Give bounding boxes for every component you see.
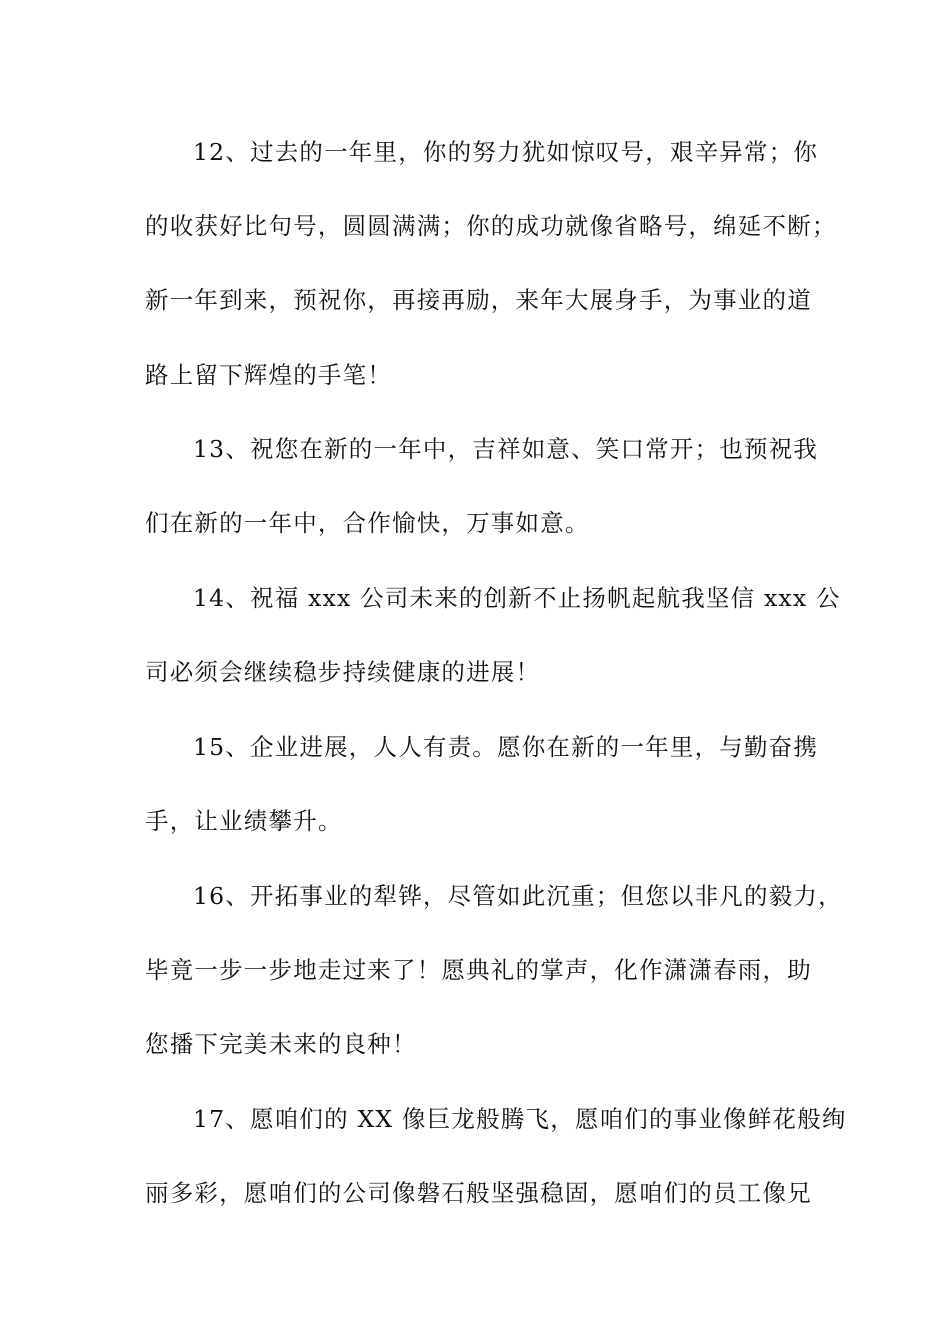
paragraph-12-line-3: 新一年到来，预祝你，再接再励，来年大展身手，为事业的道 (145, 286, 812, 314)
paragraph-17-line-2: 丽多彩，愿咱们的公司像磐石般坚强稳固，愿咱们的员工像兄 (145, 1179, 812, 1207)
paragraph-13-line-2: 们在新的一年中，合作愉快，万事如意。 (145, 509, 590, 537)
paragraph-13-line-1: 13、祝您在新的一年中，吉祥如意、笑口常开；也预祝我 (193, 435, 819, 463)
paragraph-12-line-4: 路上留下辉煌的手笔！ (145, 361, 392, 389)
paragraph-12-line-1: 12、过去的一年里，你的努力犹如惊叹号，艰辛异常；你 (193, 138, 819, 166)
paragraph-14-line-1: 14、祝福 xxx 公司未来的创新不止扬帆起航我坚信 xxx 公 (193, 584, 841, 612)
paragraph-16-line-1: 16、开拓事业的犁铧，尽管如此沉重；但您以非凡的毅力， (193, 882, 843, 910)
paragraph-15-line-2: 手，让业绩攀升。 (145, 807, 343, 835)
paragraph-15-line-1: 15、企业进展，人人有责。愿你在新的一年里，与勤奋携 (193, 733, 819, 761)
paragraph-12-line-2: 的收获好比句号，圆圆满满；你的成功就像省略号，绵延不断； (145, 212, 837, 240)
paragraph-16-line-2: 毕竟一步一步地走过来了！愿典礼的掌声，化作潇潇春雨，助 (145, 956, 812, 984)
paragraph-17-line-1: 17、愿咱们的 XX 像巨龙般腾飞，愿咱们的事业像鲜花般绚 (193, 1105, 847, 1133)
paragraph-16-line-3: 您播下完美未来的良种！ (145, 1030, 417, 1058)
paragraph-14-line-2: 司必须会继续稳步持续健康的进展！ (145, 658, 541, 686)
